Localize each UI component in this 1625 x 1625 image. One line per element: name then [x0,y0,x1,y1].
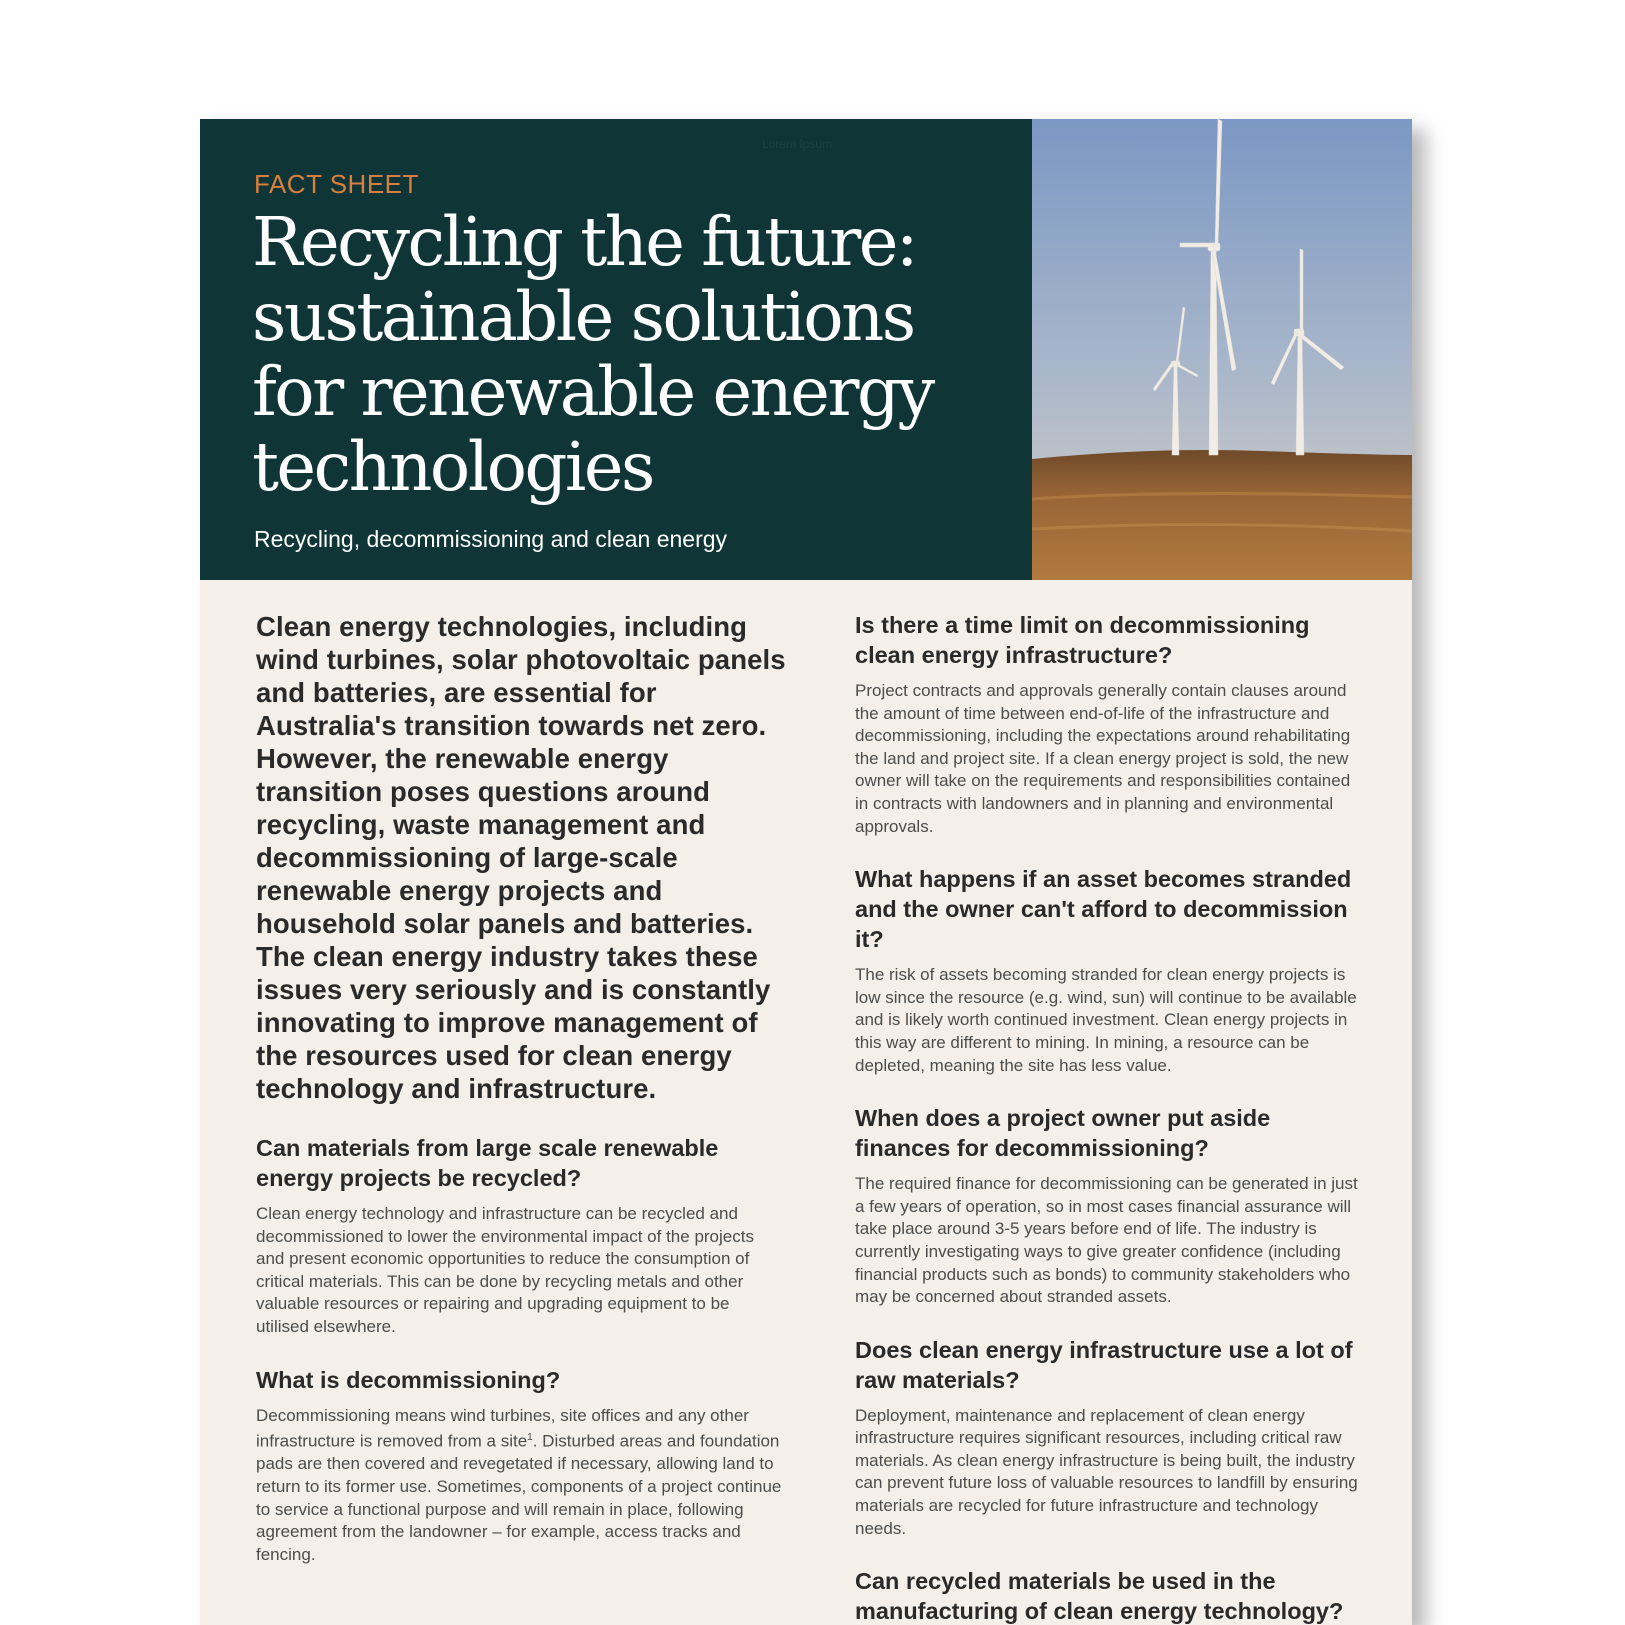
section-heading: When does a project owner put aside finances for decommissioning? [855,1105,1271,1162]
section-recycling-large-scale [256,1133,786,1339]
section-heading: Does clean energy infrastructure use a lot of raw materials? [855,1336,1353,1393]
page-subtitle: Recycling, decommissioning and clean energy [254,526,728,552]
section-heading: Can materials from large scale renewable energy projects be recycled? [256,1135,719,1191]
section-recycled-materials [855,1566,1365,1625]
wind-turbines-photo-icon [1032,119,1412,580]
section-body-text: Decommissioning means wind turbines, site offices and any other infrastructure is removed from a site [256,1405,749,1451]
header-banner [200,119,1032,580]
kicker-label: FACT SHEET [254,169,419,199]
section-decommissioning [256,1365,786,1567]
right-column [855,610,1365,1625]
section-finances [855,1103,1365,1309]
section-body: Clean energy technology and infrastructure can be recycled and decommissioned to lower the environmental impact of the projects and present economic opportunities to reduce the consumption of critical materials. This can be done by recycling metals and other valuable resources or repairing and upgrading equipment to be utilised elsewhere. [256,1204,754,1336]
section-body-text: . Disturbed areas and foundation pads are then covered and revegetated if necessary, allowing land to return to its former use. Sometimes, components of a project continue to service a functional purpose and will remain in place, following agreement from the landowner – for example, access tracks and fencing. [256,1431,782,1564]
section-body: The required finance for decommissioning can be generated in just a few years of operation, so in most cases financial assurance will take place around 3-5 years before end of life. The industry is currently investigating ways to give greater confidence (including financial products such as bonds) to community stakeholders who may be concerned about stranded assets. [855,1174,1358,1307]
section-heading: Can recycled materials be used in the manufacturing of clean energy technology? [855,1568,1344,1625]
faint-header-label: Lorem Ipsum [762,137,833,151]
page-title: Recycling the future: sustainable solutions for renewable energy technologies [252,203,933,506]
intro-paragraph: Clean energy technologies, including wind turbines, solar photovoltaic panels and batteries, are essential for Australia's transition towards net zero. However, the renewable energy transition poses questions around recycling, waste management and decommissioning of large-scale renewable energy projects and household solar panels and batteries. The clean energy industry takes these issues very seriously and is constantly innovating to improve management of the resources used for clean energy technology and infrastructure. [256,611,786,1104]
section-time-limit [855,610,1365,838]
section-body: The risk of assets becoming stranded for clean energy projects is low since the resource (e.g. wind, sun) will continue to be available and is likely worth continued investment. Clean energy projects in this way are different to mining. In mining, a resource can be depleted, meaning the site has less value. [855,965,1357,1075]
section-heading: Is there a time limit on decommissioning clean energy infrastructure? [855,612,1310,668]
left-column [256,610,786,1592]
section-heading: What happens if an asset becomes stranded and the owner can't afford to decommission it? [855,866,1352,953]
section-body: Deployment, maintenance and replacement of clean energy infrastructure requires significant resources, including critical raw materials. As clean energy infrastructure is being built, the industry can prevent future loss of valuable resources to landfill by ensuring materials are recycled for future infrastructure and technology needs. [855,1405,1358,1538]
section-raw-materials [855,1335,1365,1541]
fact-sheet-page [200,119,1412,1625]
wind-turbines-photo [1032,119,1412,580]
section-stranded-asset [855,864,1365,1077]
section-heading: What is decommissioning? [256,1366,561,1393]
section-body [256,1405,786,1567]
footnote-marker: 1 [527,1432,533,1444]
section-body: Project contracts and approvals generally contain clauses around the amount of time between end-of-life of the infrastructure and decommissioning, including the expectations around rehabilitating the land and project site. If a clean energy project is sold, the new owner will take on the requirements and responsibilities contained in contracts with landowners and in planning and environmental approvals. [855,681,1351,836]
